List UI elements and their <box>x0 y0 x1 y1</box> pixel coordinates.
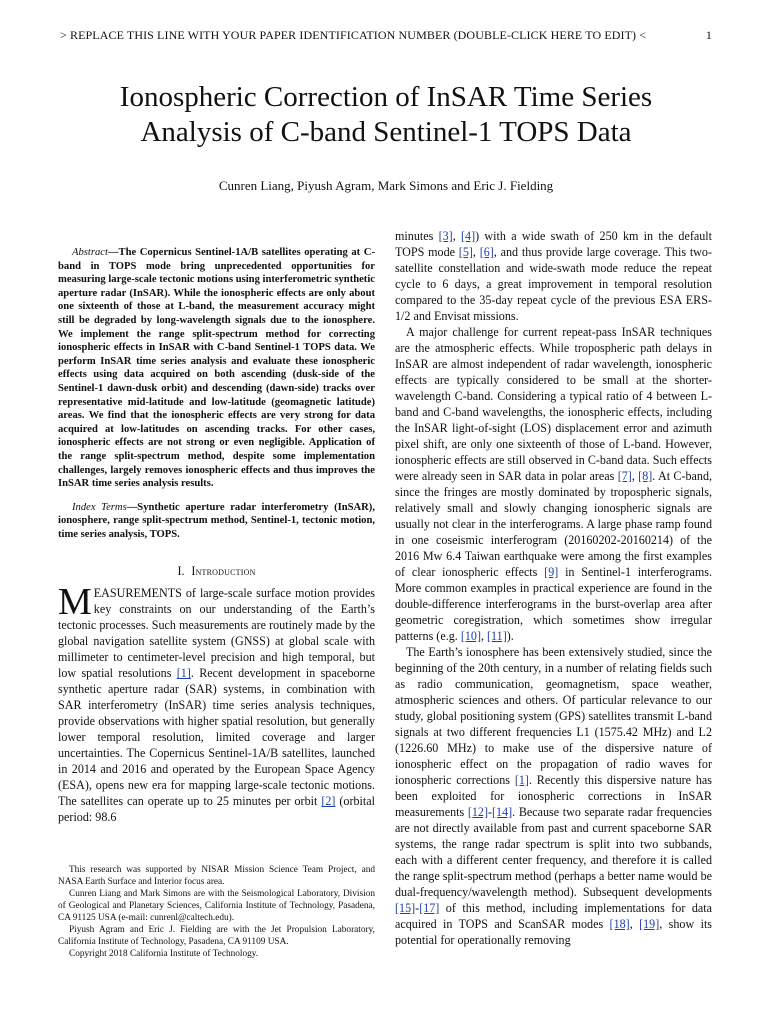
paper-title-line-2: Analysis of C-band Sentinel-1 TOPS Data <box>140 116 632 148</box>
intro-text: . Recent development in spaceborne synthetic aperture radar (SAR) systems, in combination with SAR interferometry (InSAR) time series analysis techniques, provide observations with higher spatial resolution, but generally lower temporal resolution, limited coverage and larger uncertainties. The Copernicus Sentinel-1A/B satellites, launched in 2014 and 2016 and operated by the European Space Agency (ESA), opens new era for mapping large-scale tectonic motions. The satellites can operate up to 25 minutes per orbit <box>58 666 375 809</box>
footnote-affiliation-2: Piyush Agram and Eric J. Fielding are with the Jet Propulsion Laboratory, California Institute of Technology, Pasadena, CA 91109 USA. <box>58 925 375 947</box>
citation-link[interactable]: [5] <box>458 245 473 259</box>
section-number: I. <box>177 564 185 579</box>
right-paragraph-2 <box>395 324 712 644</box>
citation-link[interactable]: [9] <box>544 565 559 579</box>
body-text: , <box>631 469 639 483</box>
right-paragraph-3 <box>395 644 712 948</box>
footnote-affiliation-1: Cunren Liang and Mark Simons are with the Seismological Laboratory, Division of Geological and Planetary Sciences, California Institute of Technology, Pasadena, CA 91125 USA (e-mail: cunrenl@caltech.edu). <box>58 889 375 923</box>
page-number: 1 <box>705 28 712 42</box>
right-paragraph-1 <box>395 228 712 324</box>
citation-link[interactable]: [7] <box>617 469 632 483</box>
footnote-copyright: Copyright 2018 California Institute of Technology. <box>69 949 259 959</box>
body-text: in Sentinel-1 interferograms. More common examples in practical experience are found in the double-difference interferograms in the burst-overlap area after geometric coregistration, which sometimes show irregular patterns (e.g. <box>395 565 712 643</box>
left-column <box>58 246 375 825</box>
right-column <box>395 228 712 948</box>
running-header-text: > REPLACE THIS LINE WITH YOUR PAPER IDENTIFICATION NUMBER (DOUBLE-CLICK HERE TO EDIT) < <box>60 28 647 42</box>
citation-link[interactable]: [2] <box>321 794 336 809</box>
footnotes <box>58 864 375 960</box>
abstract-lead: Abstract <box>72 247 108 258</box>
intro-paragraph <box>58 581 375 825</box>
body-text: , and thus provide large coverage. This two-satellite constellation and wide-swath mode reduce the repeat cycle to 6 days, a great improvement in temporal resolution compared to the 35-day repeat cycle of the previous ESA ERS-1/2 and Envisat missions. <box>395 245 712 323</box>
body-text: , <box>472 245 480 259</box>
citation-link[interactable]: [11] <box>487 629 507 643</box>
index-terms-lead: Index Terms <box>72 501 127 513</box>
body-text: minutes <box>395 229 439 243</box>
citation-link[interactable]: [6] <box>479 245 494 259</box>
body-text: - <box>487 805 493 819</box>
running-header <box>60 28 712 43</box>
author-list: Cunren Liang, Piyush Agram, Mark Simons and Eric J. Fielding <box>218 178 554 193</box>
index-terms <box>58 501 375 542</box>
footnote-funding: This research was supported by NISAR Mission Science Team Project, and NASA Earth Surface and Interior focus area. <box>58 865 375 887</box>
body-text: . Because two separate radar frequencies are not directly available from past and current spaceborne SAR systems, the range radar spectrum is split into two subbands, each with a different center frequency, and therefore it is called the range split-spectrum method (perhaps a better name would be dual-frequency/wavelength method). Subsequent developments <box>395 805 712 899</box>
body-text: - <box>415 901 420 915</box>
citation-link[interactable]: [15] <box>395 901 416 915</box>
abstract-text: —The Copernicus Sentinel-1A/B satellites operating at C-band in TOPS mode bring unprecedented opportunities for measuring large-scale tectonic motions using interferometric synthetic aperture radar (InSAR). While the ionospheric effects are only about one sixteenth of those at L-band, the measurement accuracy might still be degraded by long-wavelength signals due to the ionosphere. We implement the range split-spectrum method for correcting ionospheric effects in InSAR with C-band Sentinel-1 TOPS data. We perform InSAR time series analysis and evaluate these ionospheric effects using data acquired on both ascending (dusk-side of the Sentinel-1 dawn-dusk orbit) and descending (dawn-side) tracks over representative mid-latitude and low-latitude (geomagnetic latitude) areas. We find that the ionospheric effects are very strong for data acquired at low-latitudes on ascending tracks. For other cases, ionospheric effects are not strong or even negligible. Application of the range split-spectrum method, despite some implementation challenges, largely removes ionospheric effects and thus improves the InSAR time series analysis results. <box>58 247 375 490</box>
citation-link[interactable]: [4] <box>461 229 476 243</box>
section-heading-introduction <box>58 563 375 579</box>
citation-link[interactable]: [10] <box>460 629 481 643</box>
paper-title-line-1: Ionospheric Correction of InSAR Time Series <box>119 81 653 113</box>
section-title: Introduction <box>191 564 256 579</box>
body-text: , <box>629 917 640 931</box>
citation-link[interactable]: [14] <box>492 805 513 819</box>
body-text: The Earth’s ionosphere has been extensively studied, since the beginning of the 20th century, in a number of relating fields such as radio communication, geomagnetism, space weather, atmospheric sciences and others. Of particular relevance to our study, global positioning system (GPS) satellites transmit L-band signals at two different frequencies L1 (1575.42 MHz) and L2 (1226.60 MHz) to make use of the dispersive nature of ionospheric effect on the propagation of radio waves for ionospheric corrections <box>395 645 712 787</box>
citation-link[interactable]: [19] <box>639 917 660 931</box>
body-text: ) with a wide swath of 250 km in the default TOPS mode <box>395 229 713 259</box>
body-text: . At C-band, since the fringes are mostly dominated by tropospheric signals, relatively small and slowly changing ionospheric signals are usually not clear in the interferograms. A large phase ramp found in one coseismic interferogram (20160202-20160214) of the 2016 Mw 6.4 Taiwan earthquake were among the first examples of clear ionospheric effects <box>395 469 713 579</box>
body-text: ). <box>506 629 514 643</box>
intro-text: (orbital period: 98.6 <box>58 794 375 825</box>
index-terms-text: —Synthetic aperture radar interferometry (InSAR), ionosphere, range split-spectrum method, Sentinel-1, tectonic motion, time series analysis, TOPS. <box>58 501 375 540</box>
citation-link[interactable]: [8] <box>638 469 653 483</box>
intro-caps-lead: EASUREMENTS <box>93 586 182 601</box>
citation-link[interactable]: [1] <box>514 773 529 787</box>
body-text: A major challenge for current repeat-pass InSAR techniques are the atmospheric effects. While tropospheric path delays in InSAR are almost independent of radar wavelength, ionospheric effects are typically considered to be small at the shorter-wavelength C-band. Considering a typical ratio of 4 between L-band and C-band wavelengths, the ionospheric effects, including the InSAR light-of-sight (LOS) displacement error and azimuth pixel shift, are only one sixteenth of those of L-band. However, ionospheric effects are still observed in C-band data. Such effects were already seen in SAR data in polar areas <box>395 325 712 483</box>
citation-link[interactable]: [1] <box>176 666 191 681</box>
citation-link[interactable]: [12] <box>467 805 488 819</box>
intro-text: of large-scale surface motion provides key constraints on our understanding of the Earth’s tectonic processes. Such measurements are routinely made by the global navigation satellite system (GNSS) at global scale with millimeter to centimeter-level precision and high temporal, but low spatial resolutions <box>58 586 375 681</box>
citation-link[interactable]: [3] <box>438 229 453 243</box>
citation-link[interactable]: [18] <box>609 917 630 931</box>
body-text: , <box>452 229 462 243</box>
body-text: of this method, including implementations for data acquired in TOPS and ScanSAR modes <box>395 901 712 931</box>
body-text: . Recently this dispersive nature has been exploited for ionospheric corrections in InSAR measurements <box>395 773 712 819</box>
paper-title <box>60 80 712 150</box>
body-text: , <box>480 629 488 643</box>
drop-cap: M <box>58 581 92 624</box>
body-text: , show its potential for operationally removing <box>395 917 713 947</box>
abstract <box>58 246 375 491</box>
citation-link[interactable]: [17] <box>419 901 440 915</box>
